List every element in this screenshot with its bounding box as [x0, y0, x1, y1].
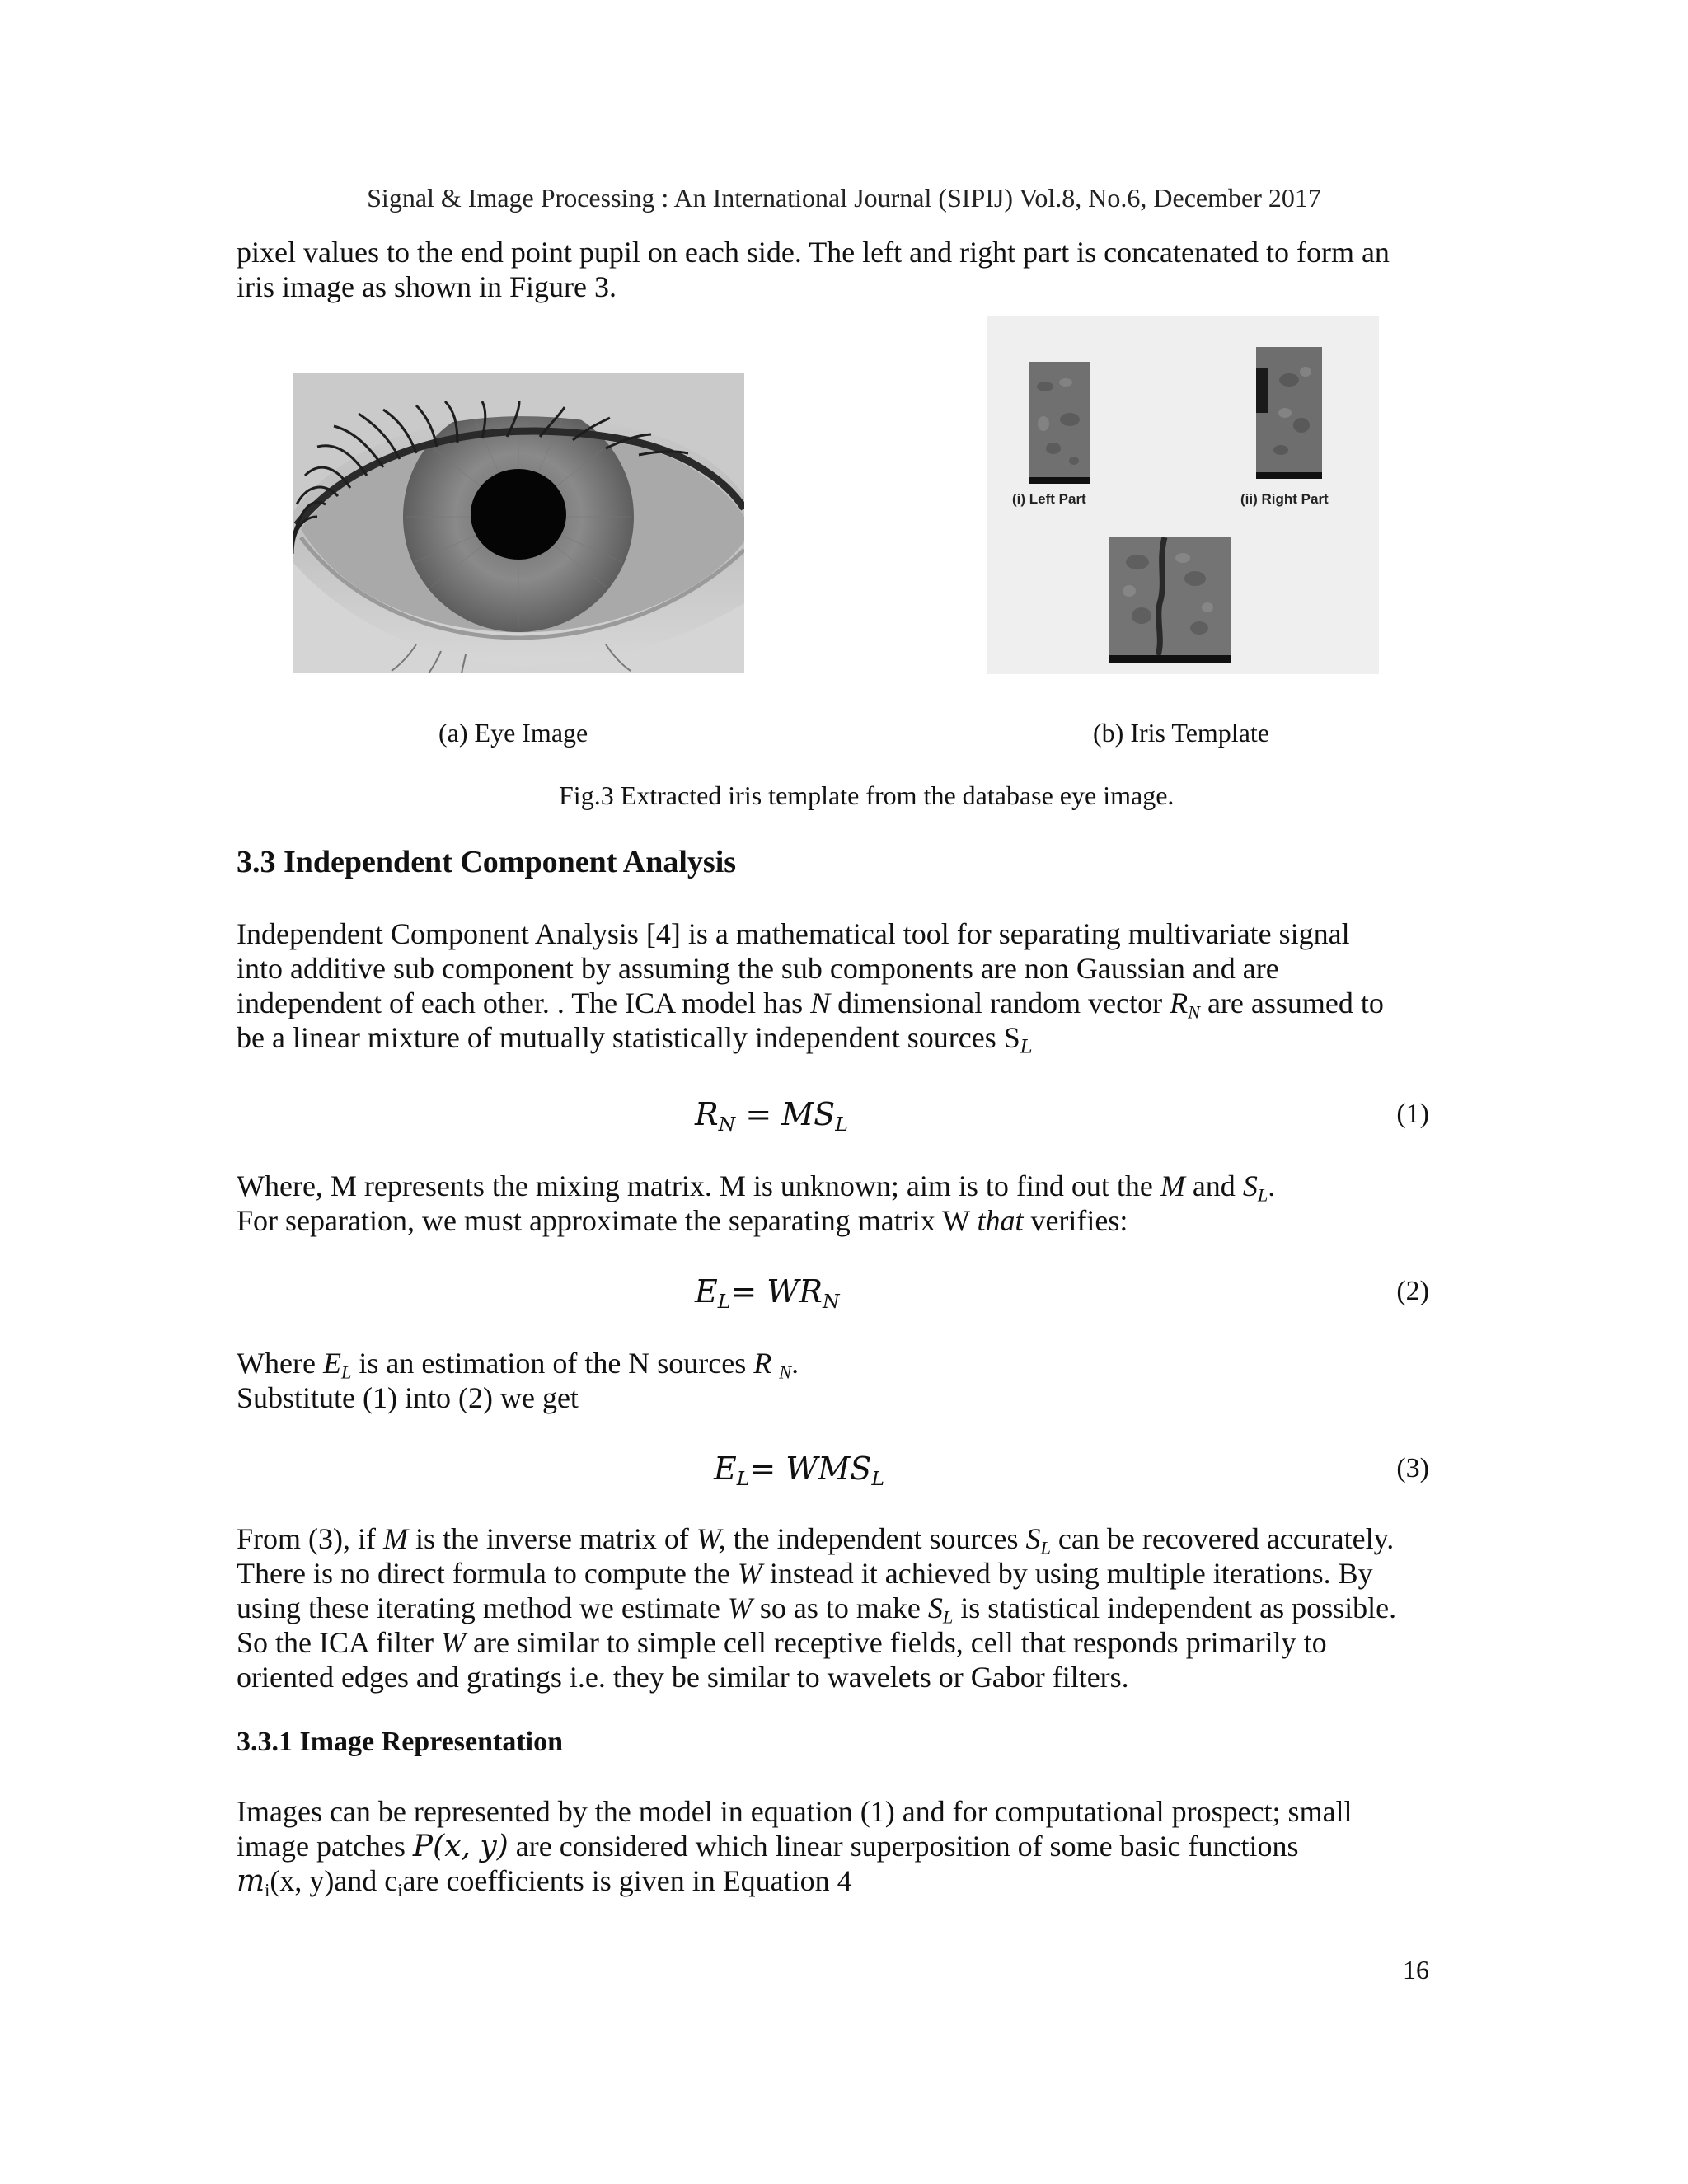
left-part-label: (i) Left Part: [1012, 491, 1086, 507]
subsection-line-3: $m_i(x$, y)and $c_iare$ coefficients is given in Equation 4: [237, 1864, 852, 1900]
right-part-label: (ii) Right Part: [1240, 491, 1329, 507]
para4-line-3: using these iterating method we estimate W so as to make $S_L$ is statistical independent as possible.: [237, 1591, 1397, 1628]
para2-line-1: Where, M represents the mixing matrix. M is unknown; aim is to find out the M and $S_L$.: [237, 1169, 1276, 1206]
para1-line-4: be a linear mixture of mutually statistically independent sources $S_L$: [237, 1021, 1033, 1058]
para4-line-4: So the ICA filter W are similar to simple cell receptive fields, cell that responds primarily to: [237, 1626, 1327, 1659]
left-part-strip: [1029, 362, 1090, 484]
para3-line-1: Where $E_L$ is an estimation of the N sources R $_N$.: [237, 1347, 799, 1383]
equation-2-number: (2): [1396, 1276, 1429, 1306]
para4-line-5: oriented edges and gratings i.e. they be similar to wavelets or Gabor filters.: [237, 1661, 1129, 1694]
para2-line-2: For separation, we must approximate the separating matrix W that verifies:: [237, 1204, 1128, 1237]
para4-line-2: There is no direct formula to compute the W instead it achieved by using multiple iterations. By: [237, 1557, 1373, 1590]
iris-template-panel: [987, 316, 1379, 674]
subsection-line-2: image patches P(x, y) are considered which linear superposition of some basic functions: [237, 1830, 1299, 1863]
equation-1: $R_N = MS_L$: [695, 1096, 848, 1137]
para1-line-2: into additive sub component by assuming the sub components are non Gaussian and are: [237, 952, 1279, 985]
subcaption-iris-template: (b) Iris Template: [1093, 718, 1269, 748]
para1-line-3: independent of each other. . The ICA model has N dimensional random vector $R_N$ are assumed to: [237, 987, 1384, 1023]
intro-line-2: iris image as shown in Figure 3.: [237, 270, 617, 303]
eye-image: [293, 373, 744, 673]
equation-1-number: (1): [1396, 1099, 1429, 1129]
section-heading: 3.3 Independent Component Analysis: [237, 845, 737, 879]
subsection-line-1: Images can be represented by the model in equation (1) and for computational prospect; small: [237, 1795, 1353, 1828]
figure-caption: Fig.3 Extracted iris template from the database eye image.: [559, 780, 1175, 810]
subcaption-eye-image: (a) Eye Image: [438, 718, 588, 748]
equation-2: $E_L= WR_N$: [695, 1273, 840, 1314]
page-number: 16: [1403, 1955, 1429, 1985]
right-part-strip: [1256, 347, 1322, 479]
para3-line-2: Substitute (1) into (2) we get: [237, 1381, 579, 1414]
intro-line-1: pixel values to the end point pupil on each side. The left and right part is concatenated to form an: [237, 236, 1390, 269]
para1-line-1: Independent Component Analysis [4] is a mathematical tool for separating multivariate signal: [237, 917, 1350, 950]
running-header: Signal & Image Processing : An International Journal (SIPIJ) Vol.8, No.6, December 2017: [367, 183, 1321, 213]
equation-3: $E_L= WMS_L$: [714, 1451, 884, 1491]
subsection-heading: 3.3.1 Image Representation: [237, 1727, 563, 1757]
combined-template: [1109, 537, 1231, 663]
para4-line-1: From (3), if M is the inverse matrix of W, the independent sources $S_L$ can be recovered accurately.: [237, 1522, 1395, 1558]
equation-3-number: (3): [1396, 1453, 1429, 1483]
